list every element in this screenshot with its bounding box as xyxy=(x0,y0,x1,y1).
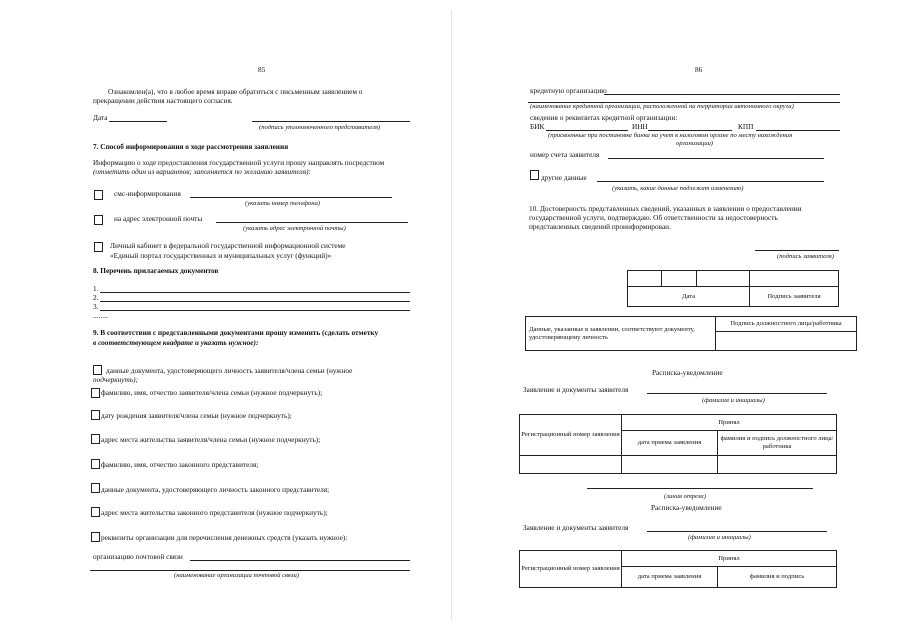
official-signature-header: фамилия и подпись xyxy=(718,567,837,588)
email-checkbox[interactable] xyxy=(94,215,103,225)
other-data-caption: (указать, какие данные подлежат изменению) xyxy=(612,185,744,192)
receipt-docs-label: Заявление и документы заявителя xyxy=(523,523,629,532)
receipt-name-caption: (фамилия и инициалы) xyxy=(688,534,751,541)
receipt-name-field[interactable] xyxy=(647,393,827,394)
page-number: 85 xyxy=(258,65,266,74)
doc-item-field[interactable] xyxy=(100,301,410,302)
credit-caption: (наименование кредитной организации, расположенной на территории автономного округа) xyxy=(530,103,794,110)
date-signature-table xyxy=(627,270,839,307)
date-cell[interactable] xyxy=(662,271,696,287)
signature-field[interactable] xyxy=(252,121,410,122)
change-rep-name-checkbox[interactable] xyxy=(91,459,100,469)
section-9-title: 9. В соответствии с представленными документами прошу изменить (сделать отметку xyxy=(93,328,379,337)
postal-field[interactable] xyxy=(190,560,410,561)
doc-item-number: 2. xyxy=(93,293,99,302)
signature-header: Подпись заявителя xyxy=(750,287,839,307)
section-9-note: в соответствующем квадрате и указать нужное): xyxy=(93,338,259,347)
change-birthdate-checkbox[interactable] xyxy=(91,410,100,420)
account-label: номер счета заявителя xyxy=(530,150,600,159)
receipt-table xyxy=(519,550,837,588)
doc-list-ellipsis: ........ xyxy=(93,311,108,320)
change-doc-checkbox[interactable] xyxy=(93,365,102,375)
cut-line-caption: (линия отреза) xyxy=(664,493,706,500)
conformity-text: Данные, указанные в заявлении, соответствуют документу, удостоверяющему личность xyxy=(526,317,716,351)
receipt-name-caption: (фамилия и инициалы) xyxy=(702,397,765,404)
reg-number-header: Регистрационный номер заявления xyxy=(520,415,622,456)
accept-date-cell[interactable] xyxy=(622,455,718,473)
doc-item-number: 3. xyxy=(93,302,99,311)
cabinet-label: Личный кабинет в федеральной государственной информационной системе xyxy=(110,241,346,250)
receipt-title: Расписка-уведомление xyxy=(652,368,723,377)
date-label: Дата xyxy=(93,113,108,122)
inn-field[interactable] xyxy=(648,130,732,131)
receipt-title: Расписка-уведомление xyxy=(651,503,722,512)
change-payment-label: реквизиты организации для перечисления денежных средств (указать нужное): xyxy=(101,533,348,542)
change-rep-doc-label: данные документа, удостоверяющего личность законного представителя; xyxy=(101,485,330,494)
kpp-field[interactable] xyxy=(756,130,840,131)
date-cell[interactable] xyxy=(628,271,662,287)
receipt-table xyxy=(519,414,837,474)
reg-number-cell[interactable] xyxy=(520,455,622,473)
email-caption: (указать адрес электронной почты) xyxy=(243,225,346,232)
bik-field[interactable] xyxy=(546,130,628,131)
credit-label: кредитную организацию xyxy=(530,86,607,95)
official-signature-cell[interactable] xyxy=(718,455,837,473)
tax-caption: (присвоенные при постановке банка на учет в налоговом органе по месту нахождения xyxy=(548,132,793,139)
section-10-text: 10. Достоверность представленных сведений, указанных в заявлении о предоставлении xyxy=(529,204,802,213)
change-doc-label: подчеркнуть); xyxy=(93,375,138,384)
signature-cell[interactable] xyxy=(750,271,839,287)
doc-item-field[interactable] xyxy=(100,292,410,293)
section-8-title: 8. Перечень прилагаемых документов xyxy=(93,266,219,275)
official-signature-header: Подпись должностного лица/работника xyxy=(716,317,857,332)
other-data-label: другие данные xyxy=(541,173,587,182)
applicant-signature-caption: (подпись заявителя) xyxy=(777,253,834,260)
reg-number-header: Регистрационный номер заявления xyxy=(520,551,622,588)
section-7-lead: Информацию о ходе предоставления государственной услуги прошу направлять посредством xyxy=(93,158,385,167)
accept-date-header: дата приема заявления xyxy=(622,567,718,588)
change-name-label: фамилию, имя, отчество заявителя/члена семьи (нужное подчеркнуть); xyxy=(101,388,323,397)
section-10-text: государственной услуги, подтверждаю. Об ответственности за недостоверность xyxy=(529,213,778,222)
accepted-header: Принял xyxy=(622,551,837,567)
change-rep-name-label: фамилию, имя, отчество законного представителя; xyxy=(101,460,259,469)
receipt-name-field[interactable] xyxy=(647,531,827,532)
postal-field[interactable] xyxy=(90,570,410,571)
phone-field[interactable] xyxy=(190,197,392,198)
consent-text: Ознакомлен(а), что в любое время вправе обратиться с письменным заявлением о xyxy=(108,87,363,96)
credit-field[interactable] xyxy=(604,94,840,95)
receipt-docs-label: Заявление и документы заявителя xyxy=(523,385,629,394)
accepted-header: Принял xyxy=(622,415,837,431)
section-7-title: 7. Способ информирования о ходе рассмотрения заявления xyxy=(93,142,289,151)
date-cell[interactable] xyxy=(696,271,749,287)
date-field[interactable] xyxy=(109,121,167,122)
other-data-field[interactable] xyxy=(597,181,824,182)
doc-item-number: 1. xyxy=(93,284,99,293)
change-name-checkbox[interactable] xyxy=(91,388,100,398)
conformity-table xyxy=(525,316,857,351)
sms-checkbox[interactable] xyxy=(94,190,103,200)
change-rep-address-label: адрес места жительства законного представителя (нужное подчеркнуть); xyxy=(101,508,328,517)
signature-caption: (подпись уполномоченного представителя) xyxy=(259,124,381,131)
email-label: на адрес электронной почты xyxy=(114,214,203,223)
change-address-label: адрес места жительства заявителя/члена семьи (нужное подчеркнуть); xyxy=(101,435,321,444)
applicant-signature-field[interactable] xyxy=(755,250,839,251)
tax-caption: организации) xyxy=(676,140,713,147)
change-rep-doc-checkbox[interactable] xyxy=(91,483,100,493)
bank-details-label: сведения о реквизитах кредитной организации: xyxy=(530,113,678,122)
change-birthdate-label: дату рождения заявителя/члена семьи (нужное подчеркнуть); xyxy=(101,411,292,420)
official-signature-header: фамилия и подпись должностного лица/работника xyxy=(718,431,837,455)
change-doc-label: данные документа, удостоверяющего личность заявителя/члена семьи (нужное xyxy=(106,366,353,375)
accept-date-header: дата приема заявления xyxy=(622,431,718,455)
change-rep-address-checkbox[interactable] xyxy=(91,507,100,517)
bik-label: БИК xyxy=(530,122,545,131)
doc-item-field[interactable] xyxy=(100,310,410,311)
email-field[interactable] xyxy=(216,222,408,223)
page-divider xyxy=(451,10,452,620)
cut-line xyxy=(587,488,813,489)
other-data-checkbox[interactable] xyxy=(530,170,539,180)
account-field[interactable] xyxy=(608,158,824,159)
postal-caption: (наименование организации почтовой связи) xyxy=(174,572,299,579)
cabinet-checkbox[interactable] xyxy=(94,242,103,252)
section-7-note: (отметить один из вариантов; заполняется по желанию заявителя): xyxy=(93,167,311,176)
page-number: 86 xyxy=(695,65,703,74)
sms-label: смс-информирования xyxy=(114,189,181,198)
change-payment-checkbox[interactable] xyxy=(91,532,100,542)
section-10-text: представленных сведений проинформирован. xyxy=(529,222,671,231)
kpp-label: КПП xyxy=(738,122,754,131)
inn-label: ИНН xyxy=(632,122,648,131)
date-header: Дата xyxy=(628,287,750,307)
official-signature-cell[interactable] xyxy=(716,332,857,351)
change-address-checkbox[interactable] xyxy=(91,434,100,444)
cabinet-label: «Единый портал государственных и муниципальных услуг (функций)» xyxy=(110,251,332,260)
consent-text: прекращении действия настоящего согласия. xyxy=(93,96,233,105)
phone-caption: (указать номер телефона) xyxy=(245,200,320,207)
postal-label: организацию почтовой связи xyxy=(93,552,183,561)
